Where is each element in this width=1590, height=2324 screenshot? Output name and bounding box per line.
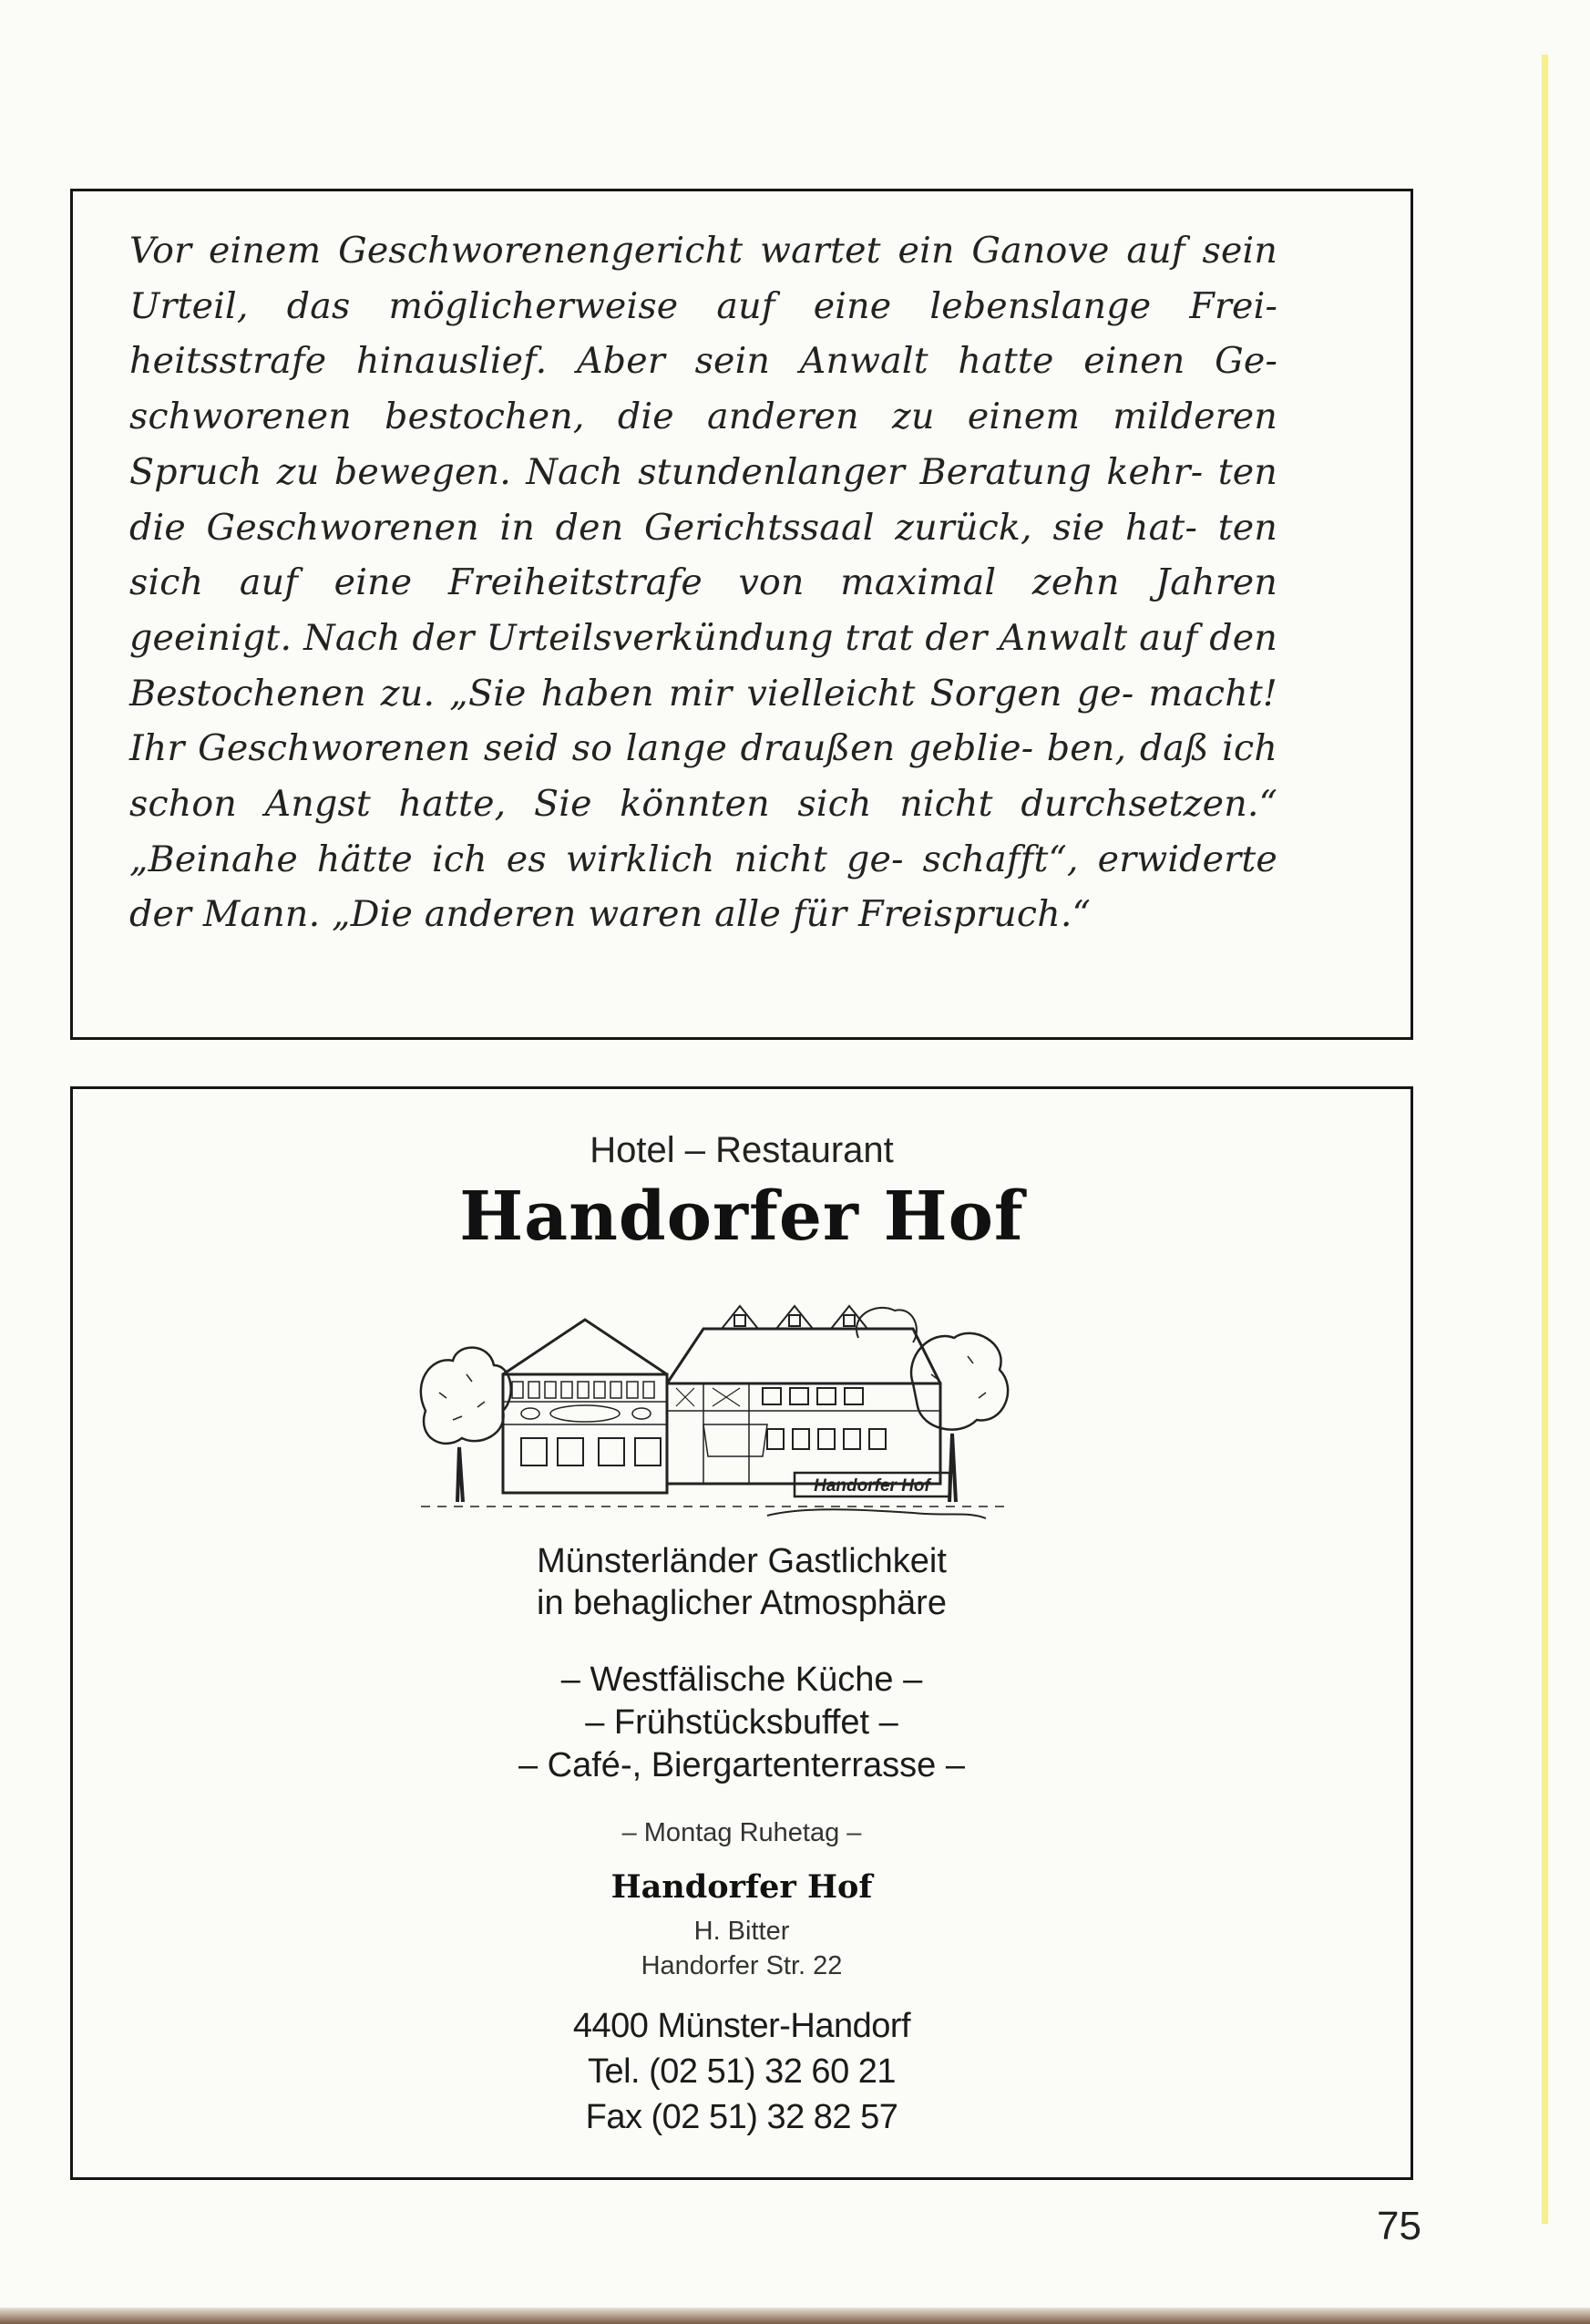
joke-line: ben, daß ich schon Angst hatte, Sie könnten sich nicht bbox=[129, 727, 1277, 826]
joke-line: Vor einem Geschworenengericht wartet ein Ganove auf bbox=[129, 230, 1185, 272]
feature-item: – Café-, Biergartenterrasse – bbox=[518, 1746, 965, 1784]
closed-day: – Montag Ruhetag – bbox=[621, 1818, 862, 1847]
joke-line: durchsetzen.“ „Beinahe hätte ich es wirklich nicht ge- bbox=[129, 783, 1277, 880]
ad-subtitle: Hotel – Restaurant bbox=[590, 1130, 894, 1170]
joke-line: schafft“, erwiderte der Mann. „Die anderen waren alle für bbox=[129, 838, 1277, 936]
joke-line: heitsstrafe hinauslief. Aber sein Anwalt hatte einen Ge- bbox=[129, 340, 1277, 383]
fax: Fax (02 51) 32 82 57 bbox=[585, 2098, 898, 2136]
phone: Tel. (02 51) 32 60 21 bbox=[587, 2052, 897, 2091]
joke-line: schworenen bestochen, die anderen zu einem milderen bbox=[129, 396, 1277, 438]
ad-name-small: Handorfer Hof bbox=[610, 1868, 873, 1906]
joke-text bbox=[129, 223, 1277, 942]
slogan-line: Münsterländer Gastlichkeit bbox=[537, 1542, 947, 1580]
hotel-building-illustration bbox=[403, 1274, 1022, 1527]
slogan-line: in behaglicher Atmosphäre bbox=[537, 1584, 947, 1622]
joke-line: macht! Ihr Geschworenen seid so lange draußen geblie- bbox=[129, 672, 1277, 770]
ad-slogan bbox=[73, 1540, 1410, 1624]
joke-line: ten die Geschworenen in den Gerichtssaal zurück, sie hat- bbox=[129, 450, 1277, 549]
feature-item: – Westfälische Küche – bbox=[560, 1661, 923, 1699]
ad-features bbox=[73, 1659, 1410, 1787]
joke-line: sein Urteil, das möglicherweise auf eine lebenslange Frei- bbox=[129, 230, 1278, 327]
feature-item: – Frühstücksbuffet – bbox=[585, 1703, 898, 1742]
city: 4400 Münster-Handorf bbox=[572, 2007, 911, 2045]
ad-contact bbox=[73, 2003, 1410, 2140]
page-edge-yellow bbox=[1542, 55, 1548, 2224]
ad-owner-address bbox=[73, 1914, 1410, 1983]
joke-line: den Bestochenen zu. „Sie haben mir vielleicht Sorgen ge- bbox=[129, 616, 1277, 715]
joke-line: ten sich auf eine Freiheitstrafe von maximal zehn Jahren bbox=[129, 506, 1277, 604]
sign-text: Handorfer Hof bbox=[814, 1476, 930, 1496]
ad-title: Handorfer Hof bbox=[459, 1177, 1024, 1256]
left-tree-icon bbox=[421, 1348, 511, 1502]
page-edge-bottom bbox=[0, 2308, 1590, 2324]
owner-name: H. Bitter bbox=[693, 1917, 790, 1946]
joke-line: geeinigt. Nach der Urteilsverkündung trat der Anwalt auf bbox=[129, 616, 1198, 659]
page-number: 75 bbox=[1377, 2204, 1421, 2248]
joke-line: Spruch zu bewegen. Nach stundenlanger Beratung kehr- bbox=[129, 450, 1204, 493]
joke-line: Freispruch.“ bbox=[858, 893, 1092, 936]
street-address: Handorfer Str. 22 bbox=[641, 1951, 843, 1980]
